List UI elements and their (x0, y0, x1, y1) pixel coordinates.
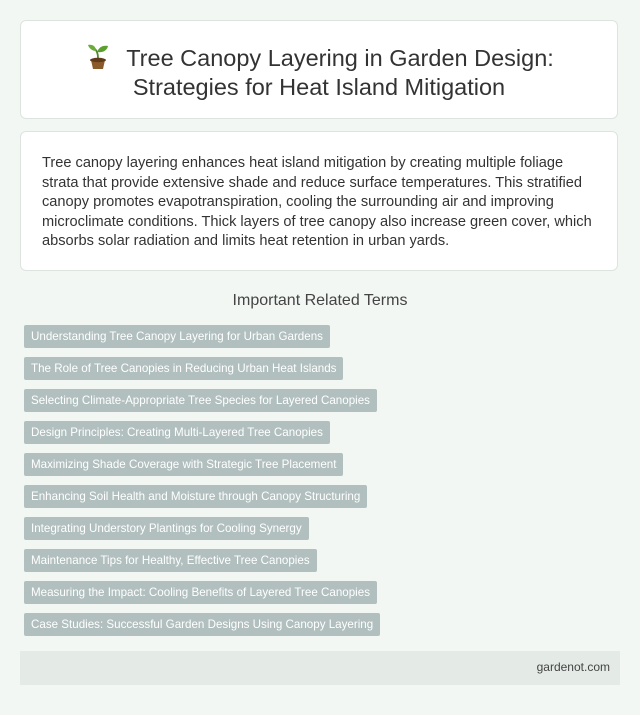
title-card (20, 20, 618, 119)
related-term[interactable]: Case Studies: Successful Garden Designs Using Canopy Layering (24, 613, 380, 636)
related-term[interactable]: Understanding Tree Canopy Layering for Urban Gardens (24, 325, 330, 348)
footer (20, 651, 620, 685)
related-term[interactable]: Maintenance Tips for Healthy, Effective Tree Canopies (24, 549, 317, 572)
related-terms-heading: Important Related Terms (232, 292, 408, 309)
related-term[interactable]: Design Principles: Creating Multi-Layered Tree Canopies (24, 421, 330, 444)
footer-site-link[interactable]: gardenot.com (536, 660, 610, 674)
title-line-1: Tree Canopy Layering in Garden Design: (126, 45, 554, 71)
related-term[interactable]: Measuring the Impact: Cooling Benefits of Layered Tree Canopies (24, 581, 377, 604)
related-term[interactable]: The Role of Tree Canopies in Reducing Urban Heat Islands (24, 357, 343, 380)
related-term[interactable]: Enhancing Soil Health and Moisture through Canopy Structuring (24, 485, 367, 508)
title-line-2: Strategies for Heat Island Mitigation (132, 74, 506, 100)
related-term[interactable]: Integrating Understory Plantings for Cooling Synergy (24, 517, 309, 540)
summary-card (20, 131, 618, 271)
seedling-icon (84, 43, 112, 71)
related-term[interactable]: Maximizing Shade Coverage with Strategic Tree Placement (24, 453, 343, 476)
related-term[interactable]: Selecting Climate-Appropriate Tree Species for Layered Canopies (24, 389, 377, 412)
page-title (21, 43, 617, 102)
summary-text: Tree canopy layering enhances heat island mitigation by creating multiple foliage strata that provide extensive shade and reduce surface temperatures. This stratified canopy promotes evapotranspiration, cooling the surrounding air and improving microclimate conditions. Thick layers of tree canopy also increase green cover, which absorbs solar radiation and limits heat retention in urban yards. (42, 155, 592, 249)
